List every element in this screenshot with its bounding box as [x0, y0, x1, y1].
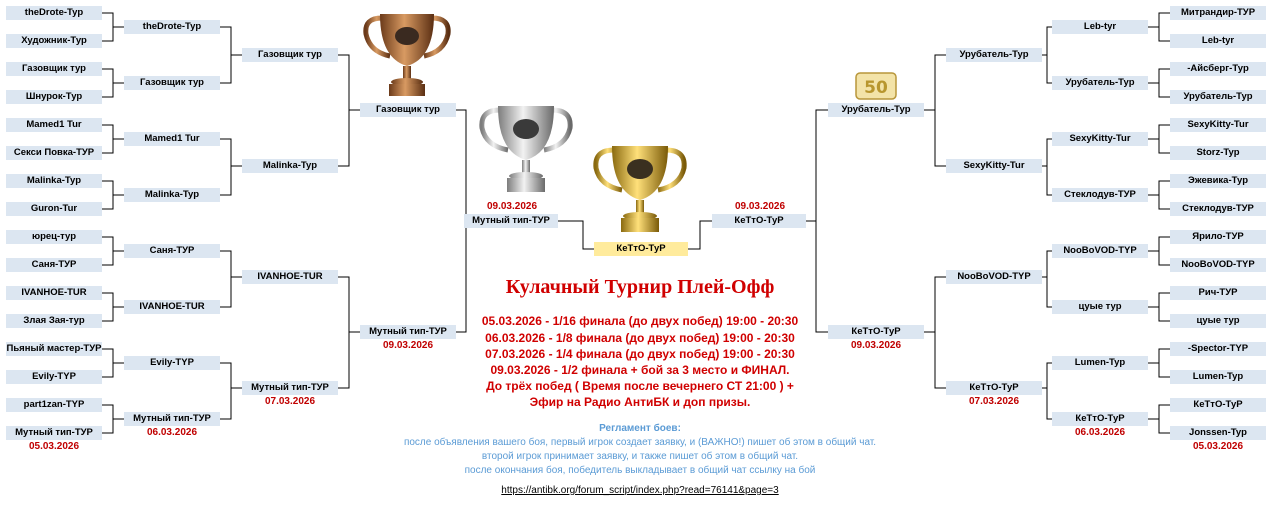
team-box: Malinka-Typ: [6, 174, 102, 188]
bracket-connector: [1159, 181, 1170, 209]
bracket-connector: [1159, 69, 1170, 97]
team-box: IVANHOE-TUR: [6, 286, 102, 300]
team-box: Guron-Tur: [6, 202, 102, 216]
team-box: Урубатель-Тур: [828, 103, 924, 117]
schedule-line: До трёх побед ( Время после вечернего СТ 21:00 ) +: [486, 379, 794, 393]
team-box: Evily-TYP: [6, 370, 102, 384]
team-box: SexyKitty-Tur: [1170, 118, 1266, 132]
schedule-line: 09.03.2026 - 1/2 финала + бой за 3 место и ФИНАЛ.: [490, 363, 790, 377]
bracket-connector: [102, 13, 113, 41]
team-box: theDrote-Typ: [124, 20, 220, 34]
team-box: Газовщик тур: [242, 48, 338, 62]
round-date: 09.03.2026: [850, 340, 902, 351]
bracket-connector: [1047, 251, 1052, 307]
team-box: юрец-тур: [6, 230, 102, 244]
bracket-connector: [102, 125, 113, 153]
team-box: NooBoVOD-TYP: [946, 270, 1042, 284]
bracket-connector: [1159, 237, 1170, 265]
team-box: IVANHOE-TUR: [124, 300, 220, 314]
team-box: Malinka-Typ: [242, 159, 338, 173]
team-box: Evily-TYP: [124, 356, 220, 370]
team-box: цуые тур: [1170, 314, 1266, 328]
team-box: цуые тур: [1052, 300, 1148, 314]
bracket-connector: [1159, 293, 1170, 321]
team-box: Шнурок-Тур: [6, 90, 102, 104]
team-box: Саня-ТУР: [124, 244, 220, 258]
team-box: Leb-tyr: [1170, 34, 1266, 48]
team-box: Злая Зая-тур: [6, 314, 102, 328]
team-box: Пьяный мастер-ТУР: [6, 343, 102, 354]
schedule-line: 06.03.2026 - 1/8 финала (до двух побед) 19:00 - 20:30: [485, 331, 795, 345]
round-date: 05.03.2026: [28, 441, 80, 452]
bracket-connector: [935, 55, 946, 166]
champion-box: КеТтО-ТуР: [594, 242, 688, 256]
team-box: КеТтО-ТуР: [1052, 412, 1148, 426]
team-box: Мутный тип-ТУР: [6, 426, 102, 440]
bracket-connector: [102, 69, 113, 97]
round-date: 09.03.2026: [382, 340, 434, 351]
team-box: Стеклодув-ТУР: [1170, 202, 1266, 216]
team-box: Митрандир-ТУР: [1170, 6, 1266, 20]
team-box: Урубатель-Тур: [1052, 76, 1148, 90]
schedule-line: 05.03.2026 - 1/16 финала (до двух побед) 19:00 - 20:30: [481, 314, 799, 328]
finalist-box: Мутный тип-ТУР: [464, 214, 558, 228]
team-box: Lumen-Typ: [1170, 370, 1266, 384]
team-box: Саня-ТУР: [6, 258, 102, 272]
team-box: КеТтО-ТуР: [1170, 398, 1266, 412]
round-date: 09.03.2026: [486, 201, 538, 212]
rules-line: после объявления вашего боя, первый игрок создает заявку, и (ВАЖНО!) пишет об этом в общий чат.: [403, 437, 877, 448]
bracket-connector: [1159, 405, 1170, 433]
team-box: Газовщик тур: [360, 103, 456, 117]
bracket-connector: [935, 277, 946, 388]
round-date: 07.03.2026: [264, 396, 316, 407]
bracket-connector: [558, 221, 594, 249]
team-box: Стеклодув-ТУР: [1052, 188, 1148, 202]
team-box: Художник-Тур: [6, 34, 102, 48]
team-box: Jonssen-Typ: [1170, 426, 1266, 440]
team-box: Урубатель-Тур: [946, 48, 1042, 62]
bracket-connector: [1047, 363, 1052, 419]
gold-trophy-icon: [592, 142, 688, 238]
team-box: SexyKitty-Tur: [1052, 132, 1148, 146]
team-box: Газовщик тур: [6, 62, 102, 76]
round-date: 06.03.2026: [1074, 427, 1126, 438]
round-date: 05.03.2026: [1192, 441, 1244, 452]
bracket-connector: [688, 221, 712, 249]
bracket-connector: [102, 405, 113, 433]
finalist-box: КеТтО-ТуР: [712, 214, 806, 228]
team-box: Leb-tyr: [1052, 20, 1148, 34]
team-box: Газовщик тур: [124, 76, 220, 90]
rules-title: Регламент боев:: [599, 423, 681, 434]
bracket-connector: [1159, 125, 1170, 153]
team-box: Lumen-Typ: [1052, 356, 1148, 370]
forum-link[interactable]: https://antibk.org/forum_script/index.php?read=76141&page=3: [501, 485, 779, 496]
bracket-connector: [102, 181, 113, 209]
round-date: 09.03.2026: [734, 201, 786, 212]
bracket-connector: [1159, 349, 1170, 377]
team-box: Мутный тип-ТУР: [124, 412, 220, 426]
team-box: IVANHOE-TUR: [242, 270, 338, 284]
team-box: Эжевика-Тур: [1170, 174, 1266, 188]
team-box: Мутный тип-ТУР: [242, 381, 338, 395]
bronze-trophy-icon: [362, 10, 452, 102]
bracket-connector: [220, 139, 231, 195]
schedule-line: 07.03.2026 - 1/4 финала (до двух побед) 19:00 - 20:30: [485, 347, 795, 361]
bracket-connector: [102, 349, 113, 377]
silver-trophy-icon: [478, 102, 574, 198]
fifty-badge-icon: [855, 72, 897, 100]
bracket-connector: [220, 27, 231, 83]
team-box: Mamed1 Tur: [124, 132, 220, 146]
team-box: Мутный тип-ТУР: [360, 325, 456, 339]
bracket-connector: [102, 293, 113, 321]
bracket-connector: [220, 363, 231, 419]
schedule-line: Эфир на Радио АнтиБК и доп призы.: [529, 395, 751, 409]
team-box: Malinka-Typ: [124, 188, 220, 202]
team-box: Рич-ТУР: [1170, 286, 1266, 300]
round-date: 06.03.2026: [146, 427, 198, 438]
team-box: КеТтО-ТуР: [946, 381, 1042, 395]
team-box: theDrote-Typ: [6, 6, 102, 20]
team-box: Урубатель-Тур: [1170, 90, 1266, 104]
bracket-connector: [102, 237, 113, 265]
team-box: Ярило-ТУР: [1170, 230, 1266, 244]
rules-line: после окончания боя, победитель выкладывает в общий чат ссылку на бой: [464, 465, 816, 476]
team-box: NooBoVOD-TYP: [1052, 244, 1148, 258]
team-box: -Spector-TYP: [1170, 342, 1266, 356]
round-date: 07.03.2026: [968, 396, 1020, 407]
team-box: Storz-Typ: [1170, 146, 1266, 160]
badge-text: 50: [864, 78, 888, 98]
team-box: NooBoVOD-TYP: [1170, 258, 1266, 272]
bracket-connector: [1159, 13, 1170, 41]
page-title: Кулачный Турнир Плей-Офф: [505, 276, 775, 298]
bracket-connector: [220, 251, 231, 307]
team-box: part1zan-TYP: [6, 398, 102, 412]
team-box: Секси Повка-ТУР: [6, 146, 102, 160]
bracket-connector: [338, 277, 349, 388]
bracket-connector: [1047, 139, 1052, 195]
team-box: КеТтО-ТуР: [828, 325, 924, 339]
bracket-connector: [1047, 27, 1052, 83]
bracket-connector: [338, 55, 349, 166]
team-box: SexyKitty-Tur: [946, 159, 1042, 173]
team-box: Mamed1 Tur: [6, 118, 102, 132]
team-box: -Айсберг-Тур: [1170, 62, 1266, 76]
rules-line: второй игрок принимает заявку, и также пишет об этом в общий чат.: [481, 451, 799, 462]
